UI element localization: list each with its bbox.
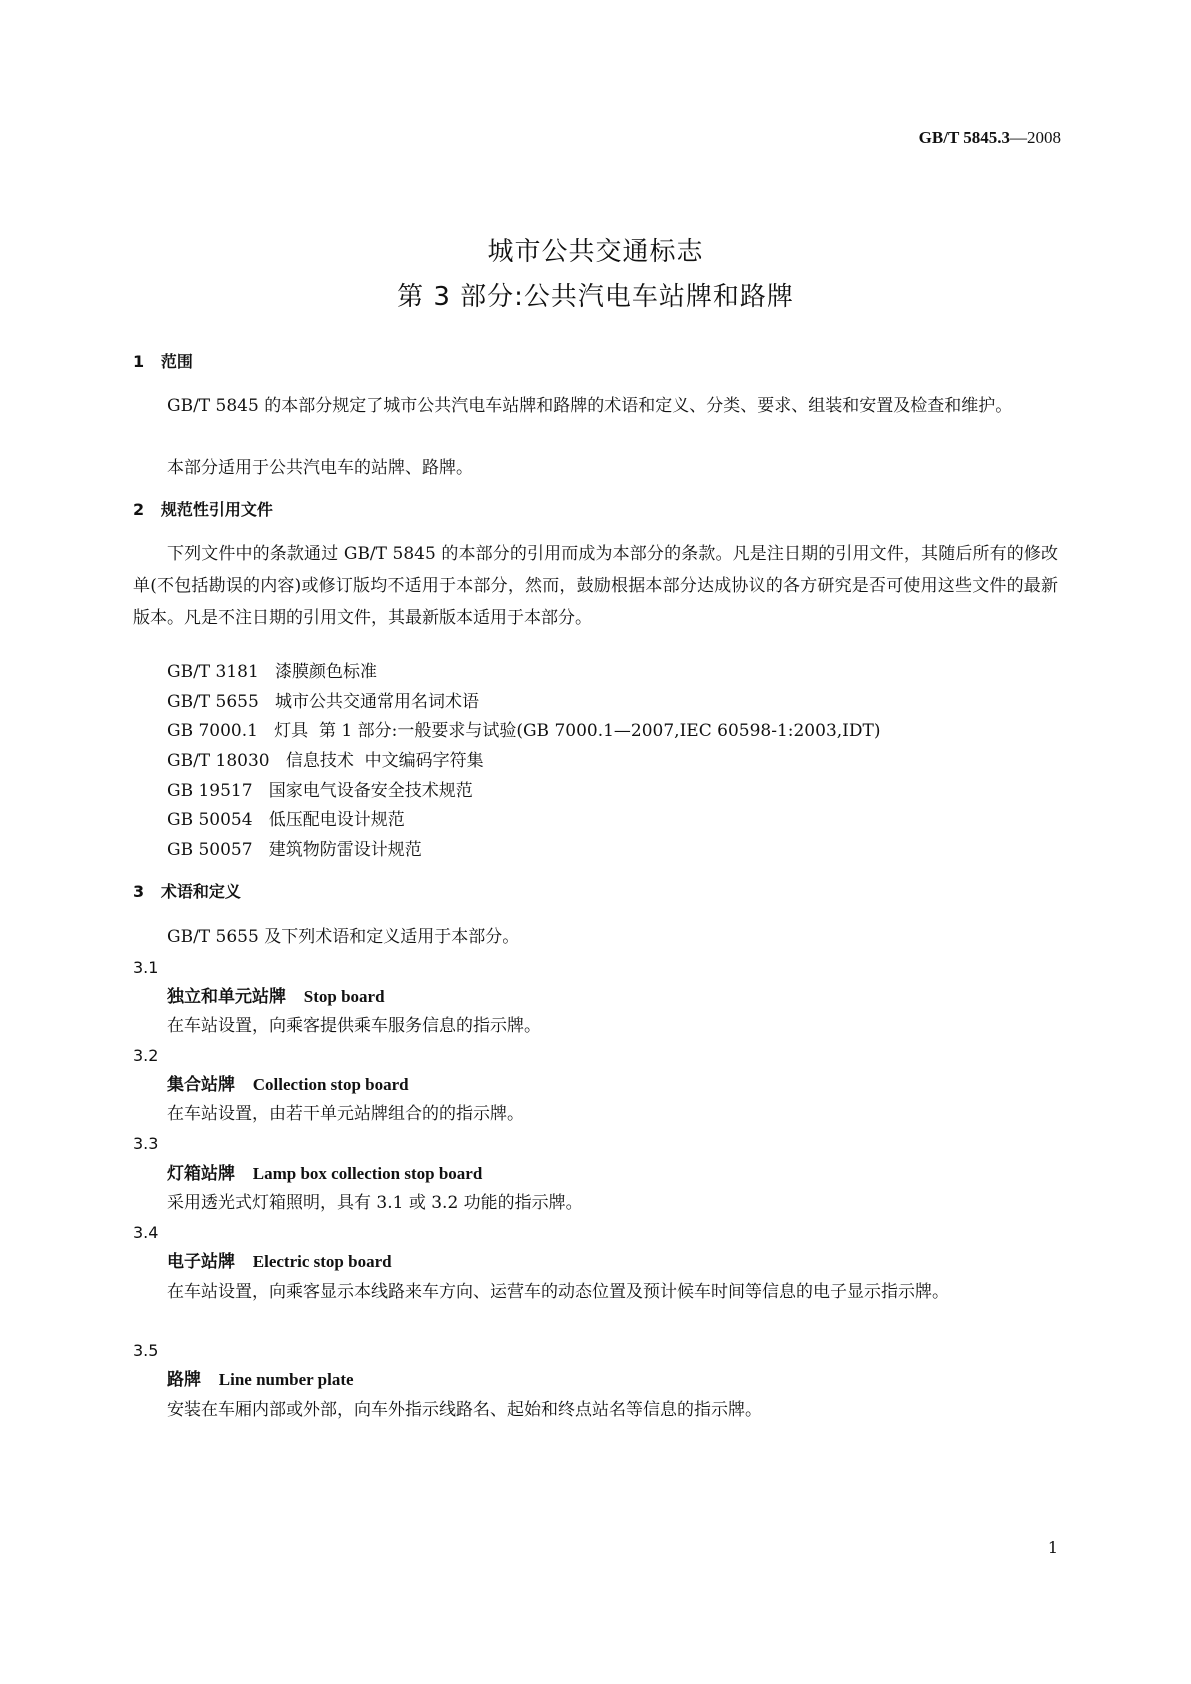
term-title [167,1364,354,1396]
reference-item: GB 7000.1 灯具 第 1 部分:一般要求与试验(GB 7000.1—2007,IEC 60598-1:2003,IDT) [167,721,881,741]
term-title [167,1069,409,1101]
document-title: 城市公共交通标志 [487,237,704,267]
term-cn: 集合站牌 [167,1075,235,1095]
reference-item: GB/T 3181 漆膜颜色标准 [167,662,378,682]
section-heading-terms: 3 术语和定义 [133,882,241,901]
term-number: 3.2 [133,1046,159,1065]
term-definition: 在车站设置，向乘客显示本线路来车方向、运营车的动态位置及预计候车时间等信息的电子显示指示牌。 [167,1282,949,1302]
term-cn: 灯箱站牌 [167,1164,235,1184]
term-number: 3.3 [133,1134,159,1153]
term-en: Lamp box collection stop board [252,1164,483,1183]
reference-item: GB 50054 低压配电设计规范 [167,810,405,830]
term-en: Stop board [303,987,385,1006]
page-number: 1 [1047,1538,1058,1557]
term-cn: 路牌 [167,1370,201,1390]
section-heading-scope: 1 范围 [133,352,193,371]
term-cn: 电子站牌 [167,1252,235,1272]
term-en: Electric stop board [252,1252,392,1271]
term-number: 3.4 [133,1223,159,1242]
term-definition: 采用透光式灯箱照明，具有 3.1 或 3.2 功能的指示牌。 [167,1193,583,1213]
section-heading-references: 2 规范性引用文件 [133,500,273,519]
term-number: 3.1 [133,958,159,977]
term-definition: 安装在车厢内部或外部，向车外指示线路名、起始和终点站名等信息的指示牌。 [167,1400,762,1420]
term-en: Collection stop board [252,1075,409,1094]
term-definition: 在车站设置，向乘客提供乘车服务信息的指示牌。 [167,1016,541,1036]
reference-item: GB/T 18030 信息技术 中文编码字符集 [167,751,484,771]
paragraph: 本部分适用于公共汽电车的站牌、路牌。 [167,458,473,478]
term-definition: 在车站设置，由若干单元站牌组合的的指示牌。 [167,1104,524,1124]
standard-code: GB/T 5845.3—2008 [918,128,1061,147]
term-number: 3.5 [133,1341,159,1360]
term-title [167,981,385,1013]
term-title [167,1158,482,1190]
term-cn: 独立和单元站牌 [167,987,286,1007]
document-subtitle: 第 3 部分:公共汽电车站牌和路牌 [397,282,794,312]
reference-item: GB 19517 国家电气设备安全技术规范 [167,781,473,801]
paragraph: GB/T 5845 的本部分规定了城市公共汽电车站牌和路牌的术语和定义、分类、要求、组装和安置及检查和维护。 [167,396,1013,416]
term-title [167,1246,392,1278]
paragraph: 下列文件中的条款通过 GB/T 5845 的本部分的引用而成为本部分的条款。凡是注日期的引用文件，其随后所有的修改单(不包括勘误的内容)或修订版均不适用于本部分，然而，鼓励根据本部分达成协议的各方研究是否可使用这些文件的最新版本。凡是不注日期的引用文件，其最新版本适用于本部分。 [133,544,1058,628]
reference-item: GB 50057 建筑物防雷设计规范 [167,840,422,860]
term-en: Line number plate [218,1370,354,1389]
paragraph: GB/T 5655 及下列术语和定义适用于本部分。 [167,927,520,947]
reference-item: GB/T 5655 城市公共交通常用名词术语 [167,692,480,712]
